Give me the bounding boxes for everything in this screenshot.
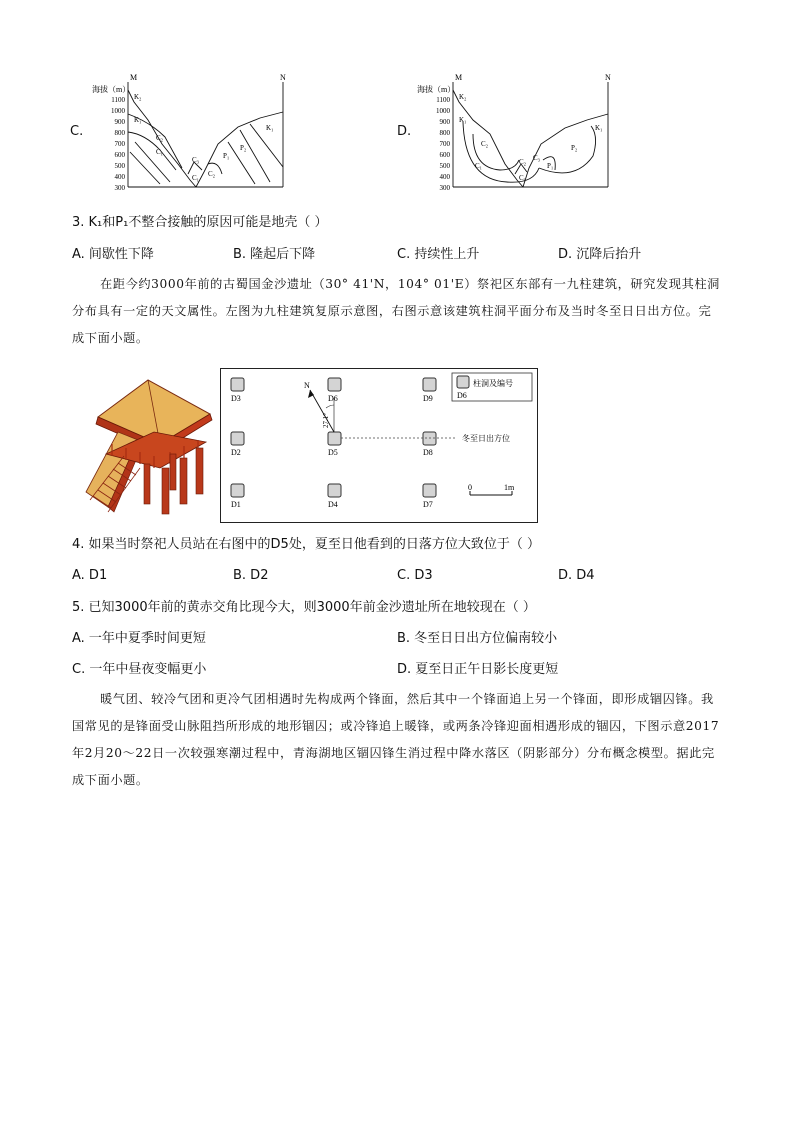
posthole-d1 <box>231 484 244 497</box>
ytick: 900 <box>439 118 450 126</box>
posthole-d6 <box>328 378 341 391</box>
posthole-d3 <box>231 378 244 391</box>
ytick: 500 <box>114 162 125 170</box>
ytick: 300 <box>114 184 125 192</box>
ytick: 700 <box>439 140 450 148</box>
stratum-label: K₂ <box>134 93 142 101</box>
stratum-label: K₁ <box>134 116 142 124</box>
question-3-stem: 3. K₁和P₁不整合接触的原因可能是地壳（ ） <box>72 215 328 230</box>
stratum-label: P₂ <box>240 144 247 152</box>
posthole-label: D6 <box>328 394 338 403</box>
stratum-label: K₁ <box>595 124 603 132</box>
ytick: 600 <box>439 151 450 159</box>
sunrise-label: 冬至日出方位 <box>462 434 510 443</box>
posthole-label: D8 <box>423 448 433 457</box>
ytick: 1100 <box>436 96 450 104</box>
posthole-label: D9 <box>423 394 433 403</box>
question-3-option-a[interactable]: A. 间歇性下降 <box>72 247 154 262</box>
ytick: 900 <box>114 118 125 126</box>
stratum-label: C₁ <box>519 174 527 182</box>
scale-one: 1m <box>504 483 515 492</box>
north-label: N <box>304 381 310 390</box>
axis-title: 海拔（m） <box>417 85 456 94</box>
question-4-option-d[interactable]: D. D4 <box>558 568 595 583</box>
ytick: 800 <box>439 129 450 137</box>
stratum-label: C₃ <box>533 154 541 162</box>
intro-paragraph-1: 在距今约3000年前的古蜀国金沙遗址（30° 41'N，104° 01'E）祭祀区东部有一九柱建筑，研究发现其柱洞分布具有一定的天文属性。左图为九柱建筑复原示意图，右图示意该建筑柱洞平面分布及当时冬至日日出方位。完成下面小题。 <box>72 277 720 345</box>
stratum-label: C₁ <box>156 148 164 156</box>
ytick: 1100 <box>111 96 125 104</box>
scale-zero: 0 <box>468 483 472 492</box>
ytick: 1000 <box>111 107 125 115</box>
question-4-option-b[interactable]: B. D2 <box>233 568 269 583</box>
ytick: 500 <box>439 162 450 170</box>
label-n: N <box>605 73 611 82</box>
question-3-option-c[interactable]: C. 持续性上升 <box>397 247 480 262</box>
stratum-label: K₁ <box>266 124 274 132</box>
posthole-d8 <box>423 432 436 445</box>
question-3-option-b[interactable]: B. 隆起后下降 <box>233 247 316 262</box>
ytick: 600 <box>114 151 125 159</box>
nine-pillar-building-illustration <box>78 372 218 520</box>
posthole-label: D4 <box>328 500 338 509</box>
posthole-d5 <box>328 432 341 445</box>
posthole-label: D7 <box>423 500 433 509</box>
stratum-label: P₂ <box>571 144 578 152</box>
posthole-d7 <box>423 484 436 497</box>
question-3-option-d[interactable]: D. 沉降后抬升 <box>558 247 642 262</box>
ytick: 1000 <box>436 107 450 115</box>
ytick: 700 <box>114 140 125 148</box>
ytick: 800 <box>114 129 125 137</box>
question-4-option-c[interactable]: C. D3 <box>397 568 433 583</box>
legend-posthole-icon <box>457 376 469 388</box>
stratum-label: P₁ <box>547 162 554 170</box>
legend-title: 柱洞及编号 <box>473 379 513 388</box>
geologic-profile-d <box>415 72 620 192</box>
question-5-option-b[interactable]: B. 冬至日日出方位偏南较小 <box>397 631 558 646</box>
axis-title: 海拔（m） <box>92 85 131 94</box>
posthole-d2 <box>231 432 244 445</box>
posthole-label: D5 <box>328 448 338 457</box>
question-5-option-d[interactable]: D. 夏至日正午日影长度更短 <box>397 662 559 677</box>
intro-paragraph-2: 暖气团、较冷气团和更冷气团相遇时先构成两个锋面，然后其中一个锋面追上另一个锋面，即形成锢囚锋。我国常见的是锋面受山脉阻挡所形成的地形锢囚；或冷锋追上暖锋，或两条冷锋迎面相遇形成的锢囚，下图示意2017年2月20～22日一次较强寒潮过程中，青海湖地区锢囚锋生消过程中降水落区（阴影部分）分布概念模型。据此完成下面小题。 <box>72 692 720 787</box>
option-c-letter: C. <box>70 124 84 139</box>
question-4-option-a[interactable]: A. D1 <box>72 568 108 583</box>
ytick: 400 <box>439 173 450 181</box>
angle-label: 27.1° <box>322 412 330 428</box>
stratum-label: C₂ <box>481 140 489 148</box>
posthole-label: D1 <box>231 500 241 509</box>
stratum-label: K₁ <box>459 116 467 124</box>
geologic-profile-c <box>90 72 295 192</box>
stratum-label: C₂ <box>208 170 216 178</box>
stratum-label: C₃ <box>192 156 200 164</box>
question-5-option-c[interactable]: C. 一年中昼夜变幅更小 <box>72 662 207 677</box>
ytick: 300 <box>439 184 450 192</box>
posthole-d4 <box>328 484 341 497</box>
posthole-d9 <box>423 378 436 391</box>
stratum-label: C₂ <box>519 158 527 166</box>
posthole-plan-diagram <box>220 368 538 523</box>
stratum-label: C₂ <box>156 134 164 142</box>
label-m: M <box>455 73 463 82</box>
stratum-label: K₂ <box>459 93 467 101</box>
stratum-label: C₁ <box>475 162 483 170</box>
posthole-label: D2 <box>231 448 241 457</box>
question-5-stem: 5. 已知3000年前的黄赤交角比现今大，则3000年前金沙遗址所在地较现在（ ） <box>72 600 536 615</box>
label-m: M <box>130 73 138 82</box>
option-d-letter: D. <box>397 124 412 139</box>
question-4-stem: 4. 如果当时祭祀人员站在右图中的D5处，夏至日他看到的日落方位大致位于（ ） <box>72 537 540 552</box>
legend-id: D6 <box>457 391 467 400</box>
question-5-option-a[interactable]: A. 一年中夏季时间更短 <box>72 631 206 646</box>
stratum-label: P₁ <box>223 152 230 160</box>
posthole-label: D3 <box>231 394 241 403</box>
label-n: N <box>280 73 286 82</box>
ytick: 400 <box>114 173 125 181</box>
stratum-label: C₁ <box>192 174 200 182</box>
